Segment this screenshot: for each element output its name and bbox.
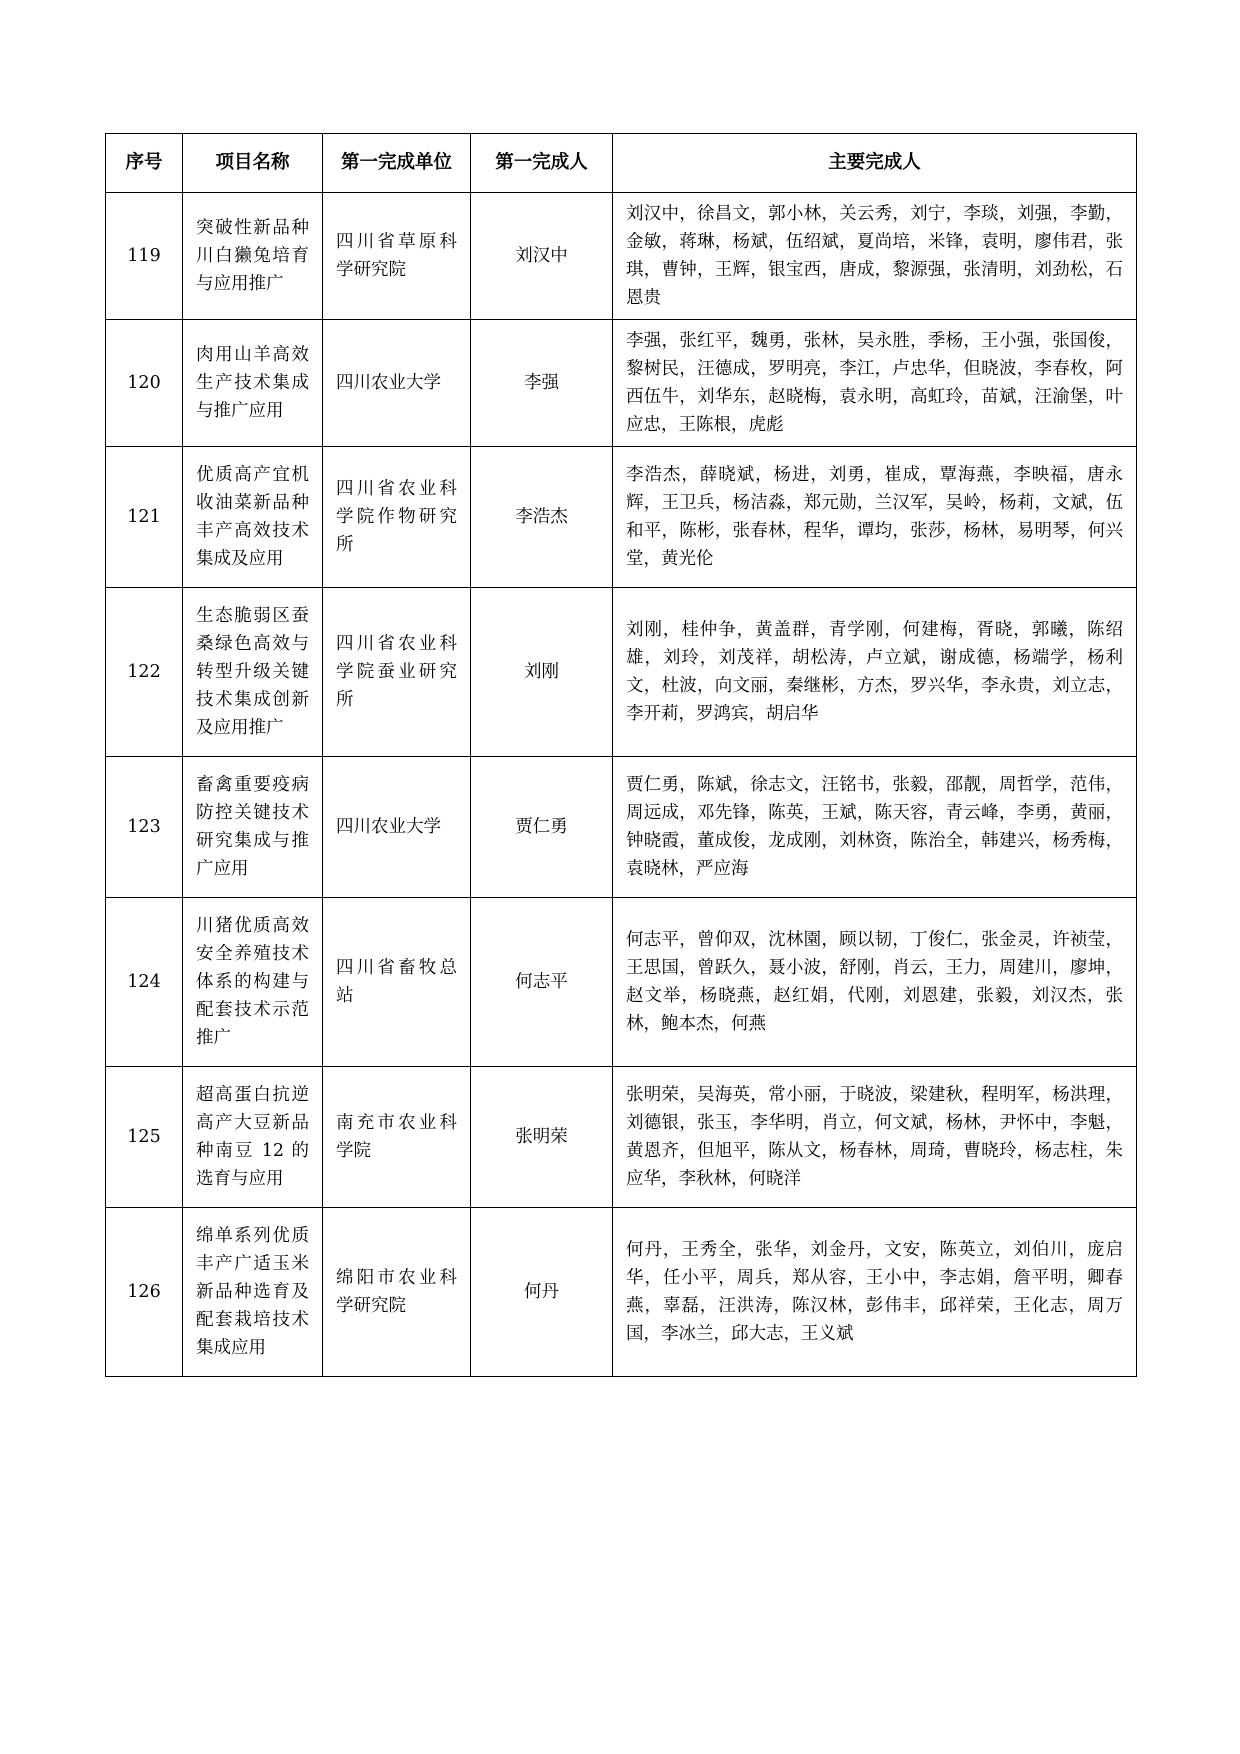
cell-index: 119 [106, 193, 183, 320]
cell-first-completer: 李强 [471, 320, 613, 447]
cell-first-unit: 四川省畜牧总站 [323, 898, 471, 1067]
cell-main-completers: 刘汉中，徐昌文，郭小林，关云秀，刘宁，李琰，刘强，李勤，金敏，蒋琳，杨斌，伍绍斌，夏尚培，米锋，袁明，廖伟君，张琪，曹钟，王辉，银宝西，唐成，黎源强，张清明，刘劲松，石恩贵 [613, 193, 1137, 320]
table-row [106, 1208, 1137, 1377]
col-header-index: 序号 [106, 134, 183, 193]
col-header-main-completers: 主要完成人 [613, 134, 1137, 193]
cell-main-completers: 李浩杰，薛晓斌，杨进，刘勇，崔成，覃海燕，李映福，唐永辉，王卫兵，杨洁淼，郑元勋，兰汉军，吴岭，杨莉，文斌，伍和平，陈彬，张春林，程华，谭均，张莎，杨林，易明琴，何兴堂，黄光伦 [613, 447, 1137, 588]
cell-main-completers: 何丹，王秀全，张华，刘金丹，文安，陈英立，刘伯川，庞启华，任小平，周兵，郑从容，王小中，李志娟，詹平明，卿春燕，辜磊，汪洪涛，陈汉林，彭伟丰，邱祥荣，王化志，周万国，李冰兰，邱大志，王义斌 [613, 1208, 1137, 1377]
cell-project-name: 绵单系列优质丰产广适玉米新品种选育及配套栽培技术集成应用 [183, 1208, 323, 1377]
header-row [106, 134, 1137, 193]
cell-main-completers: 贾仁勇，陈斌，徐志文，汪铭书，张毅，邵靓，周哲学，范伟，周远成，邓先锋，陈英，王斌，陈天容，青云峰，李勇，黄丽，钟晓霞，董成俊，龙成刚，刘林资，陈治全，韩建兴，杨秀梅，袁晓林，严应海 [613, 757, 1137, 898]
cell-first-completer: 何志平 [471, 898, 613, 1067]
cell-first-unit: 四川省农业科学院蚕业研究所 [323, 588, 471, 757]
cell-main-completers: 张明荣，吴海英，常小丽，于晓波，梁建秋，程明军，杨洪理，刘德银，张玉，李华明，肖立，何文斌，杨林，尹怀中，李魁，黄恩齐，但旭平，陈从文，杨春林，周琦，曹晓玲，杨志柱，朱应华，李秋林，何晓洋 [613, 1067, 1137, 1208]
cell-project-name: 生态脆弱区蚕桑绿色高效与转型升级关键技术集成创新及应用推广 [183, 588, 323, 757]
table-body [106, 193, 1137, 1377]
cell-main-completers: 李强，张红平，魏勇，张林，吴永胜，季杨，王小强，张国俊，黎树民，汪德成，罗明亮，李江，卢忠华，但晓波，李春枚，阿西伍牛，刘华东，赵晓梅，袁永明，高虹玲，苗斌，汪渝堡，叶应忠，王陈根，虎彪 [613, 320, 1137, 447]
table-row [106, 447, 1137, 588]
table-row [106, 898, 1137, 1067]
table-header [106, 134, 1137, 193]
cell-first-unit: 四川农业大学 [323, 320, 471, 447]
cell-first-completer: 刘刚 [471, 588, 613, 757]
cell-index: 126 [106, 1208, 183, 1377]
cell-main-completers: 何志平，曾仰双，沈林園，顾以韧，丁俊仁，张金灵，许祯莹，王思国，曾跃久，聂小波，舒刚，肖云，王力，周建川，廖坤，赵文举，杨晓燕，赵红娟，代刚，刘恩建，张毅，刘汉杰，张林，鲍本杰，何燕 [613, 898, 1137, 1067]
cell-first-unit: 绵阳市农业科学研究院 [323, 1208, 471, 1377]
cell-index: 124 [106, 898, 183, 1067]
cell-first-completer: 何丹 [471, 1208, 613, 1377]
cell-index: 122 [106, 588, 183, 757]
cell-index: 120 [106, 320, 183, 447]
cell-first-unit: 四川省农业科学院作物研究所 [323, 447, 471, 588]
table-row [106, 1067, 1137, 1208]
table-row [106, 320, 1137, 447]
cell-project-name: 肉用山羊高效生产技术集成与推广应用 [183, 320, 323, 447]
cell-project-name: 超高蛋白抗逆高产大豆新品种南豆 12 的选育与应用 [183, 1067, 323, 1208]
cell-project-name: 突破性新品种川白獭兔培育与应用推广 [183, 193, 323, 320]
cell-first-completer: 刘汉中 [471, 193, 613, 320]
cell-index: 121 [106, 447, 183, 588]
cell-main-completers: 刘刚，桂仲争，黄盖群，青学刚，何建梅，胥晓，郭曦，陈绍雄，刘玲，刘茂祥，胡松涛，卢立斌，谢成德，杨端学，杨利文，杜波，向文丽，秦继彬，方杰，罗兴华，李永贵，刘立志，李开莉，罗鸿宾，胡启华 [613, 588, 1137, 757]
awards-table [105, 133, 1137, 1377]
cell-first-unit: 南充市农业科学院 [323, 1067, 471, 1208]
table-row [106, 588, 1137, 757]
cell-first-unit: 四川省草原科学研究院 [323, 193, 471, 320]
cell-project-name: 川猪优质高效安全养殖技术体系的构建与配套技术示范推广 [183, 898, 323, 1067]
cell-index: 125 [106, 1067, 183, 1208]
cell-first-completer: 李浩杰 [471, 447, 613, 588]
cell-first-completer: 张明荣 [471, 1067, 613, 1208]
col-header-project-name: 项目名称 [183, 134, 323, 193]
cell-project-name: 优质高产宜机收油菜新品种丰产高效技术集成及应用 [183, 447, 323, 588]
cell-project-name: 畜禽重要疫病防控关键技术研究集成与推广应用 [183, 757, 323, 898]
col-header-first-unit: 第一完成单位 [323, 134, 471, 193]
cell-first-completer: 贾仁勇 [471, 757, 613, 898]
table-row [106, 757, 1137, 898]
cell-first-unit: 四川农业大学 [323, 757, 471, 898]
table-row [106, 193, 1137, 320]
cell-index: 123 [106, 757, 183, 898]
col-header-first-completer: 第一完成人 [471, 134, 613, 193]
